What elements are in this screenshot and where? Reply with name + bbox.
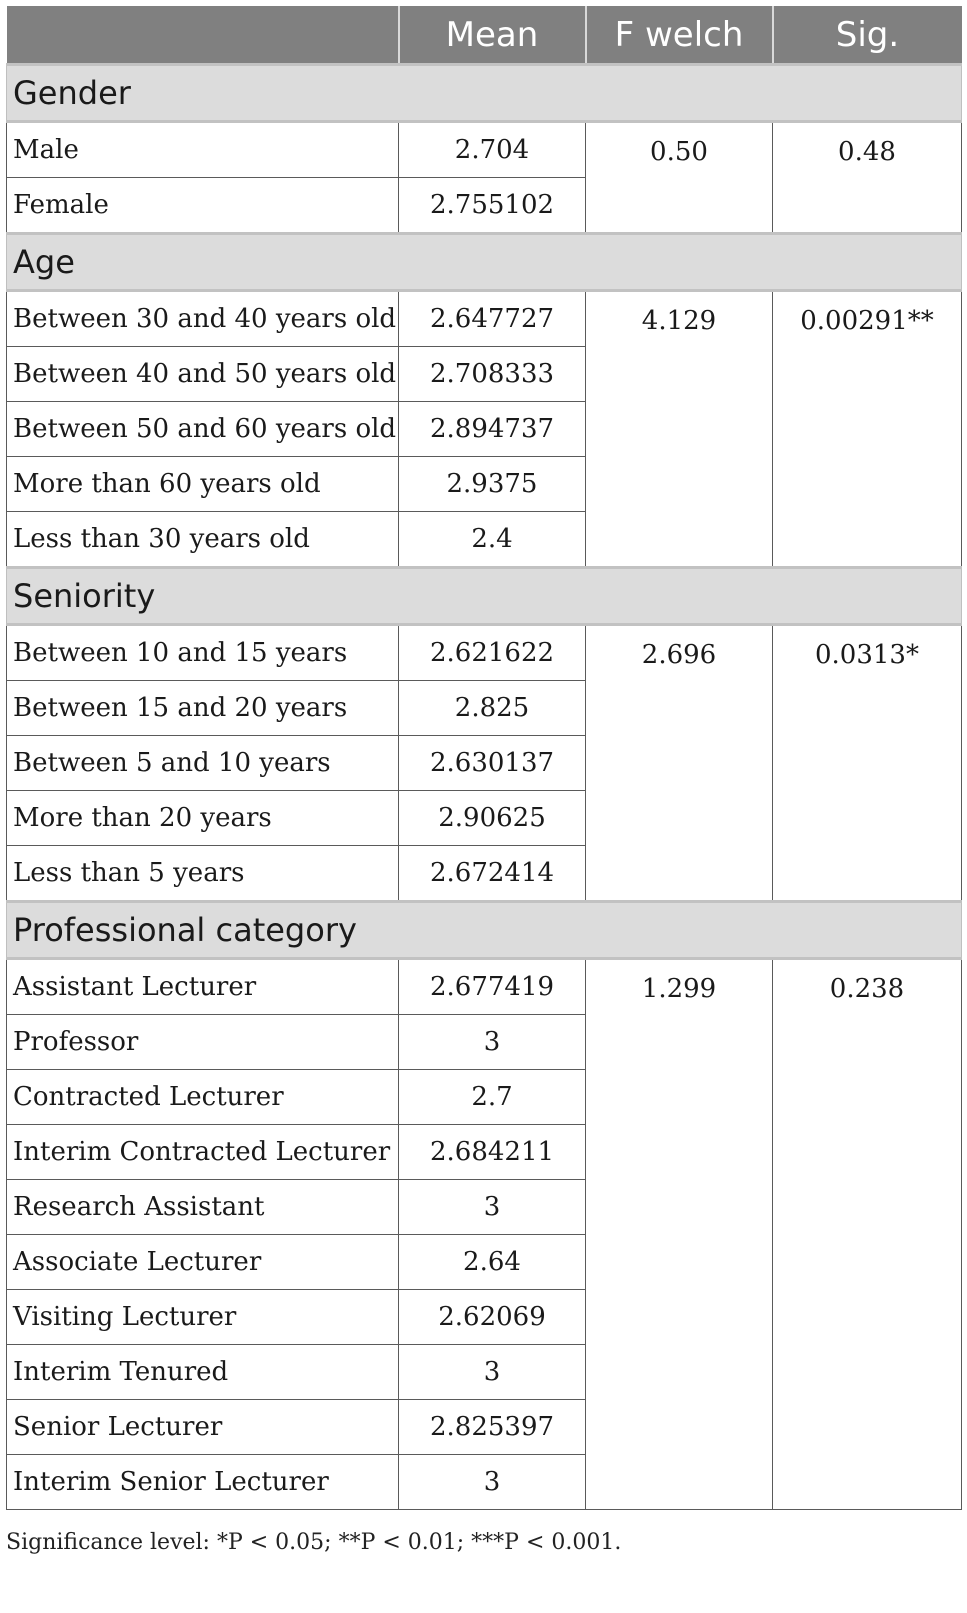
row-label: Interim Tenured [7,1345,399,1400]
mean-cell: 2.62069 [399,1290,586,1345]
mean-cell: 2.621622 [399,625,586,681]
table-row [7,291,962,347]
row-label: Professor [7,1015,399,1070]
mean-cell: 2.630137 [399,736,586,791]
row-label: Between 30 and 40 years old [7,291,399,347]
mean-cell: 2.708333 [399,347,586,402]
sig-cell: 0.48 [773,122,962,234]
statistics-table [6,6,962,1510]
row-label: More than 60 years old [7,457,399,512]
row-label: Male [7,122,399,178]
table-row [7,959,962,1015]
f-welch-cell: 1.299 [586,959,773,1510]
row-label: Between 10 and 15 years [7,625,399,681]
section-title: Professional category [7,902,962,959]
sig-cell: 0.00291** [773,291,962,568]
section-title: Age [7,234,962,291]
row-label: Contracted Lecturer [7,1070,399,1125]
header-mean: Mean [399,6,586,65]
section-title: Seniority [7,568,962,625]
row-label: Interim Senior Lecturer [7,1455,399,1510]
row-label: Interim Contracted Lecturer [7,1125,399,1180]
row-label: Less than 5 years [7,846,399,902]
mean-cell: 2.672414 [399,846,586,902]
mean-cell: 2.825397 [399,1400,586,1455]
mean-cell: 2.684211 [399,1125,586,1180]
mean-cell: 2.647727 [399,291,586,347]
row-label: Between 5 and 10 years [7,736,399,791]
section-row [7,65,962,122]
mean-cell: 3 [399,1180,586,1235]
footnote: Significance level: *P < 0.05; **P < 0.01; ***P < 0.001. [6,1530,622,1555]
section-row [7,902,962,959]
row-label: Assistant Lecturer [7,959,399,1015]
row-label: Research Assistant [7,1180,399,1235]
row-label: More than 20 years [7,791,399,846]
f-welch-cell: 0.50 [586,122,773,234]
table-row [7,122,962,178]
mean-cell: 2.825 [399,681,586,736]
mean-cell: 3 [399,1345,586,1400]
f-welch-cell: 4.129 [586,291,773,568]
row-label: Senior Lecturer [7,1400,399,1455]
table-container [6,6,961,1510]
mean-cell: 2.64 [399,1235,586,1290]
row-label: Between 15 and 20 years [7,681,399,736]
mean-cell: 2.7 [399,1070,586,1125]
section-row [7,568,962,625]
sig-cell: 0.0313* [773,625,962,902]
table-row [7,625,962,681]
mean-cell: 2.677419 [399,959,586,1015]
header-sig: Sig. [773,6,962,65]
mean-cell: 2.9375 [399,457,586,512]
header-f-welch: F welch [586,6,773,65]
row-label: Between 50 and 60 years old [7,402,399,457]
header-variable [7,6,399,65]
section-row [7,234,962,291]
row-label: Less than 30 years old [7,512,399,568]
mean-cell: 3 [399,1015,586,1070]
row-label: Visiting Lecturer [7,1290,399,1345]
row-label: Associate Lecturer [7,1235,399,1290]
f-welch-cell: 2.696 [586,625,773,902]
mean-cell: 2.704 [399,122,586,178]
table-body [7,65,962,1510]
row-label: Female [7,178,399,234]
mean-cell: 3 [399,1455,586,1510]
row-label: Between 40 and 50 years old [7,347,399,402]
header-row [7,6,962,65]
mean-cell: 2.894737 [399,402,586,457]
mean-cell: 2.755102 [399,178,586,234]
sig-cell: 0.238 [773,959,962,1510]
mean-cell: 2.90625 [399,791,586,846]
mean-cell: 2.4 [399,512,586,568]
section-title: Gender [7,65,962,122]
